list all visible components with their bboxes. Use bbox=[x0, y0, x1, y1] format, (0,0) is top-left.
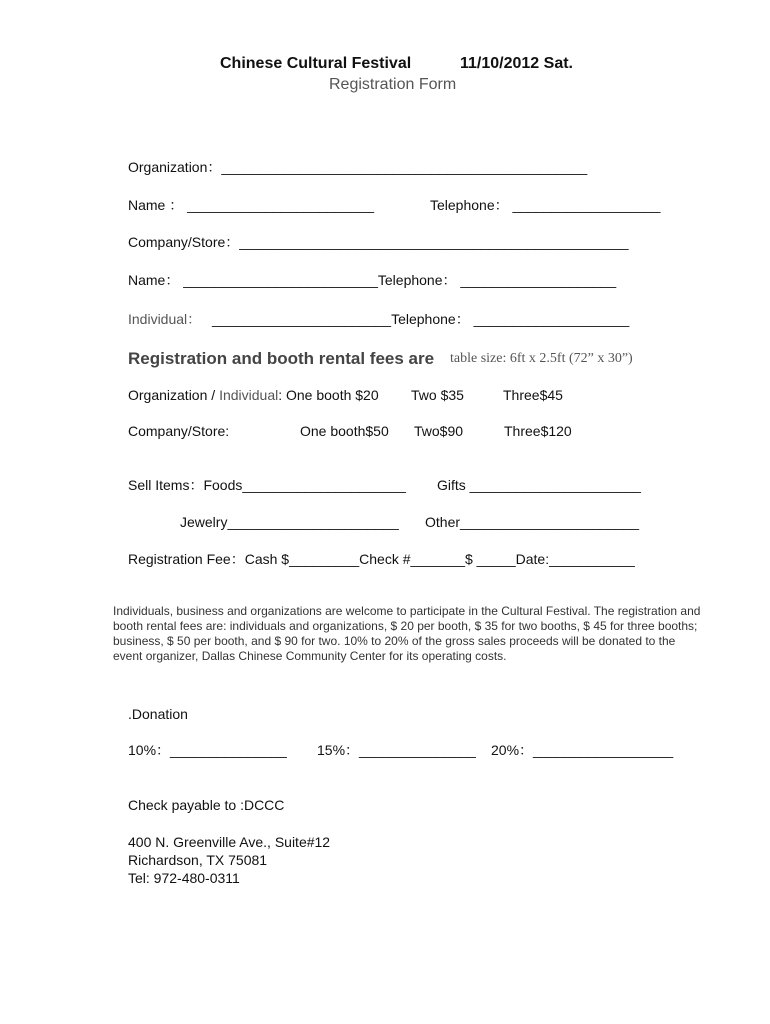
org-fee-three: Three$45 bbox=[503, 387, 563, 403]
address-line-1: 400 N. Greenville Ave., Suite#12 bbox=[128, 834, 331, 850]
org-fee-label-a: Organization / bbox=[128, 387, 220, 403]
fees-heading: Registration and booth rental fees are bbox=[128, 349, 435, 368]
donation-15-field[interactable]: 15%：_______________ bbox=[317, 742, 476, 758]
organization-field[interactable]: Organization：_______________________________________________ bbox=[128, 159, 588, 175]
sell-jewelry-field[interactable]: Jewelry______________________ bbox=[180, 514, 399, 530]
address-block bbox=[128, 833, 330, 887]
address-line-2: Richardson, TX 75081 bbox=[128, 852, 268, 868]
sell-other-field[interactable]: Other_______________________ bbox=[425, 514, 640, 530]
registration-fee-field[interactable]: Registration Fee：Cash $_________Check #_______$ _____Date:___________ bbox=[128, 551, 635, 567]
name-field-1[interactable]: Name ： ________________________ bbox=[128, 197, 374, 213]
company-store-field[interactable]: Company/Store：__________________________________________________ bbox=[128, 234, 629, 250]
donation-10-field[interactable]: 10%：_______________ bbox=[128, 742, 287, 758]
form-title: Registration Form bbox=[329, 76, 457, 93]
sell-gifts-field[interactable]: Gifts ______________________ bbox=[437, 477, 641, 493]
company-fee-label: Company/Store: bbox=[128, 423, 230, 439]
check-payable: Check payable to :DCCC bbox=[128, 797, 285, 813]
table-size: table size: 6ft x 2.5ft (72” x 30”) bbox=[450, 351, 633, 366]
event-title: Chinese Cultural Festival bbox=[220, 55, 412, 72]
name-telephone-field-2[interactable]: Name： _________________________Telephone： ____________________ bbox=[128, 272, 617, 288]
org-fee-row bbox=[128, 388, 379, 402]
org-fee-label-individual: Individual bbox=[219, 387, 279, 403]
notice-paragraph: Individuals, business and organizations are welcome to participate in the Cultural Festival. The registration and booth rental fees are: individuals and organizations, $ 20 per booth, $ 35 for two booths, $ 45 for three booths; business, $ 50 per booth, and $ 90 for two. 10% to 20% of the gross sales proceeds will be donated to the event organizer, Dallas Chinese Community Center for its operating costs. bbox=[113, 604, 701, 663]
individual-label: Individual： bbox=[128, 311, 202, 327]
company-fee-three: Three$120 bbox=[504, 423, 572, 439]
org-fee-two: Two $35 bbox=[411, 387, 464, 403]
telephone-field-1[interactable]: Telephone： ___________________ bbox=[430, 197, 661, 213]
company-fee-two: Two$90 bbox=[414, 423, 464, 439]
donation-label: .Donation bbox=[128, 706, 188, 722]
org-fee-one-booth: : One booth $20 bbox=[278, 387, 379, 403]
donation-20-field[interactable]: 20%：__________________ bbox=[491, 742, 674, 758]
sell-foods-field[interactable]: Sell Items：Foods_____________________ bbox=[128, 477, 406, 493]
address-tel: Tel: 972-480-0311 bbox=[128, 870, 240, 886]
individual-telephone-field[interactable]: _______________________Telephone： ____________________ bbox=[212, 311, 630, 327]
company-fee-one: One booth$50 bbox=[300, 423, 389, 439]
event-date: 11/10/2012 Sat. bbox=[460, 55, 573, 72]
